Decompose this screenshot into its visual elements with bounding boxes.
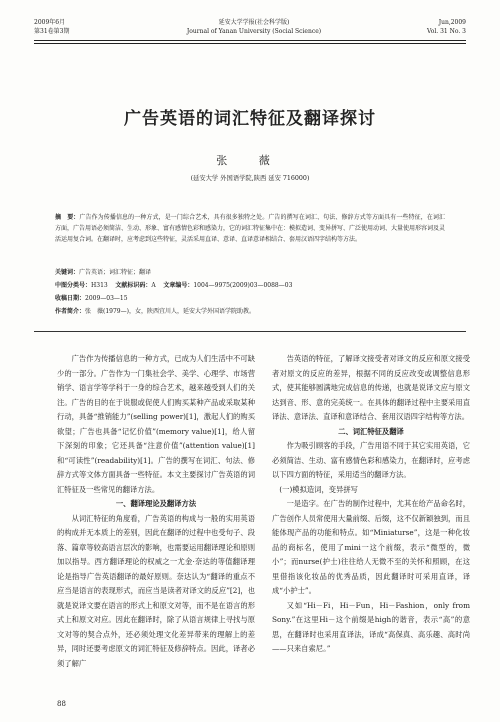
author-bio-label: 作者简介： (55, 308, 86, 315)
article-id-label: 文章编号： (163, 282, 194, 289)
journal-name-cn: 延安大学学报(社会科学版) (218, 19, 290, 26)
classification (55, 281, 445, 290)
body-paragraph: 告英语的特征，了解译文接受者对译文的反应和原文接受者对原文的反应的差异，根据不同的反应改变或调整信息形式，使其能够圆满地完成信息的传递，也就是说译文应与原文达到音、形、意的完美统一。在具体的翻译过程中主要采用直译法、意译法、直译和意译结合、套用汉语四字结构等方法。 (272, 354, 470, 421)
body-paragraph: 作为吸引顾客的手段，广告用语不同于其它实用英语，它必须简洁、生动、富有感情色彩和感染力，在翻译时，应考虑以下四方面的特征，采用适当的翻译方法。 (272, 441, 470, 479)
issue-date: 2009年6月 (34, 19, 66, 26)
author-affiliation: (延安大学 外国语学院,陕西 延安 716000) (190, 175, 310, 182)
page-number: 88 (57, 700, 66, 708)
body-paragraph: 广告作为传播信息的一种方式，已成为人们生活中不可缺少的一部分。广告作为一门集社会学、美学、心理学、市场营销学、语言学等学科于一身的综合艺术，越来越受到人们的关注。广告的目的在于说服或促使人们购买某种产品或采取某种行动，具备“推销能力”(selling power)[1]，激起人们的购买欲望；广告也具备“记忆价值”(memory value)[1]，给人留下深刻的印象；它还具备“注意价值”(attention value)[1]和“可读性”(readability)[1]。广告的撰写在词汇、句法、修辞方式等文体方面具备一些特征。本文主要探讨广告英语的词汇特征及一些常见的翻译方法。 (57, 354, 255, 494)
keywords-label: 关键词： (55, 269, 80, 276)
body-paragraph: 又如“Hi－Fi，Hi－Fun，Hi－Fashion，only from Sony.”在这里Hi－这个前缀是high的谐音，表示“高”的意思，在翻译时也采用直译法，译成“高保真、高乐趣、高时尚——只来自索尼。” (272, 600, 470, 653)
abstract-text: 广告作为传播信息的一种方式，是一门综合艺术，具有很多独特之处。广告的撰写在词汇、句法、修辞方式等方面具有一些特征，在词汇方面，广告用语必须简洁、生动、形象、富有感情色彩和感染力，它的词汇特征集中在：模拟造词、变异拼写、广泛使用动词、大量使用形容词及灵活运用复合词。在翻译时，应考虑到这些特征，灵活采用直译、意译、直译意译相结合、套用汉语四字结构等方法。 (55, 214, 446, 243)
received-date (55, 294, 445, 303)
keywords (55, 268, 445, 277)
header-left (34, 18, 164, 36)
volume-issue-en: Vol. 31 No. 3 (426, 28, 466, 35)
section-heading: 一、翻译理论及翻译方法 (115, 499, 197, 508)
body-paragraph: 从词汇特征的角度看，广告英语的构成与一般的实用英语的构成并无本质上的差别，因此在翻译的过程中也受句子、段落、篇章等较高语言层次的影响，也需要运用翻译理论和原则加以指导。西方翻译理论的权威之一尤金·奈达的等值翻译理论是指导广告英语翻译的最好原则。奈达认为“翻译的重点不应当是语言的表现形式，而应当是读者对译文的反应”[2]，也就是说译文要在语言的形式上和原文对等，而不是在语言的形式上和原文对应。因此在翻译时，除了从语言规律上寻找与原文对等的契合点外，还必须处理文化差异带来的理解上的差异，同时还要考虑原文的词汇特征及修辞特点。因此，译者必须了解广 (57, 513, 255, 668)
body-column-left (57, 352, 255, 671)
keywords-text: 广告英语；词汇特征；翻译 (79, 269, 152, 276)
author-bio-text: 张 薇(1979—)，女，陕西宜川人，延安大学外国语学院助教。 (85, 308, 255, 315)
doc-code-value: A (151, 282, 156, 289)
journal-name-en: Journal of Yanan University (Social Science) (186, 28, 322, 35)
author-name: 张 薇 (216, 154, 284, 167)
abstract-label: 摘 要： (55, 214, 80, 221)
section-heading: 二、词汇特征及翻译 (338, 426, 404, 436)
header-rule-thin (34, 43, 466, 44)
author-bio (55, 307, 445, 316)
abstract (55, 212, 445, 245)
clc-value: H313 (91, 282, 108, 289)
header-rule (34, 40, 466, 41)
clc-label: 中图分类号： (55, 282, 92, 289)
issue-date-en: Jun,2009 (438, 19, 466, 26)
received-label: 收稿日期： (55, 295, 86, 302)
header-right (346, 18, 466, 36)
article-title: 广告英语的词汇特征及翻译探讨 (124, 109, 376, 129)
article-id-value: 1004—9975(2009)03—0088—03 (193, 282, 293, 289)
header-center (164, 18, 344, 36)
body-column-right (272, 352, 470, 657)
received-value: 2009—03—15 (85, 295, 128, 302)
section-divider (34, 331, 466, 332)
doc-code-label: 文献标识码： (115, 282, 152, 289)
subsection-heading: (一)模拟造词，变异拼写 (279, 484, 358, 494)
body-paragraph: 一是造字。在广告的制作过程中，尤其在给产品命名时，广告创作人员常使用大量前缀、后缀，这不仅新颖独到，而且能体现产品的功能和特点。如“Miniaturse”，这是一种化妆品的商标名，使用了mini一这个前缀，表示“微型的，微小”；而nurse(护士)往往给人无微不至的关怀和照顾，在这里借指该化妆品的优秀品质，因此翻译时可采用直译，译成“小护士”。 (272, 499, 470, 595)
volume-issue: 第31卷第3期 (34, 28, 70, 35)
